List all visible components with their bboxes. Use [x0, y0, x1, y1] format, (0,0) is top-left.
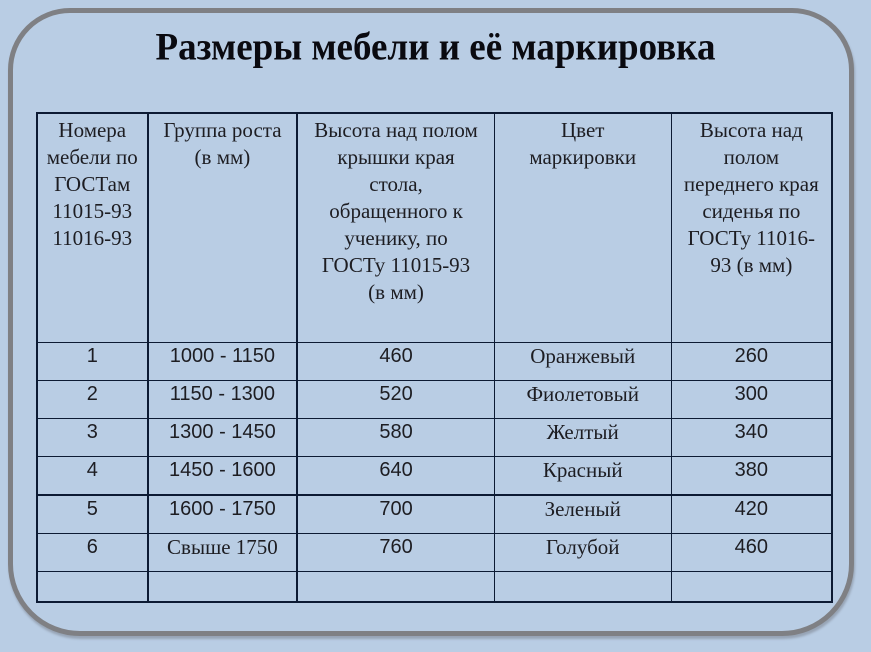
header-marking-color: [494, 113, 671, 343]
header-line: ГОСТу 11015-93: [321, 253, 471, 277]
table-row-empty: [37, 572, 832, 603]
header-line: 11015-93: [52, 199, 133, 223]
cell-seat-height: 460: [671, 534, 832, 572]
cell-desk-height: 640: [297, 457, 494, 496]
cell-desk-height: 580: [297, 419, 494, 457]
cell-desk-height: 460: [297, 343, 494, 381]
cell-height-group: 1600 - 1750: [148, 495, 298, 534]
cell-desk-height: 700: [297, 495, 494, 534]
header-line: Высота над: [699, 118, 803, 142]
header-line: Номера: [58, 118, 127, 142]
cell-number: [37, 572, 148, 603]
header-row: [37, 113, 832, 343]
cell-marking-color: Желтый: [494, 419, 671, 457]
cell-marking-color: Красный: [494, 457, 671, 496]
header-line: 11016-93: [52, 226, 133, 250]
header-line: стола,: [369, 172, 423, 196]
header-seat-height: [671, 113, 832, 343]
cell-height-group: [148, 572, 298, 603]
header-line: мебели по: [46, 145, 138, 169]
cell-number: 6: [37, 534, 148, 572]
cell-height-group: 1000 - 1150: [148, 343, 298, 381]
cell-height-group: 1300 - 1450: [148, 419, 298, 457]
cell-marking-color: Зеленый: [494, 495, 671, 534]
cell-seat-height: 260: [671, 343, 832, 381]
cell-seat-height: 300: [671, 381, 832, 419]
furniture-marking-table: [36, 112, 833, 603]
table-row: [37, 343, 832, 381]
table-row: [37, 419, 832, 457]
cell-number: 2: [37, 381, 148, 419]
header-furniture-number: [37, 113, 148, 343]
cell-desk-height: 520: [297, 381, 494, 419]
table-row: [37, 457, 832, 496]
cell-seat-height: [671, 572, 832, 603]
page-title: Размеры мебели и её маркировка: [155, 25, 716, 70]
cell-marking-color: [494, 572, 671, 603]
header-line: обращенного к: [329, 199, 463, 223]
cell-height-group: 1450 - 1600: [148, 457, 298, 496]
cell-marking-color: Фиолетовый: [494, 381, 671, 419]
cell-seat-height: 420: [671, 495, 832, 534]
cell-seat-height: 340: [671, 419, 832, 457]
cell-height-group: 1150 - 1300: [148, 381, 298, 419]
header-line: (в мм): [368, 280, 424, 304]
cell-marking-color: Голубой: [494, 534, 671, 572]
header-line: (в мм): [194, 145, 251, 169]
table-row: [37, 495, 832, 534]
cell-number: 3: [37, 419, 148, 457]
cell-seat-height: 380: [671, 457, 832, 496]
header-desk-height: [297, 113, 494, 343]
cell-number: 4: [37, 457, 148, 496]
header-height-group: [148, 113, 298, 343]
cell-number: 1: [37, 343, 148, 381]
header-line: 93 (в мм): [710, 253, 793, 277]
header-line: переднего края: [683, 172, 819, 196]
cell-desk-height: [297, 572, 494, 603]
header-line: Группа роста: [163, 118, 282, 142]
header-line: ученику, по: [344, 226, 448, 250]
header-line: полом: [723, 145, 779, 169]
header-line: Цвет: [560, 118, 605, 142]
header-line: Высота над полом: [314, 118, 478, 142]
cell-desk-height: 760: [297, 534, 494, 572]
table-row: [37, 381, 832, 419]
header-line: ГОСТам: [54, 172, 131, 196]
table-row: [37, 534, 832, 572]
cell-number: 5: [37, 495, 148, 534]
cell-height-group: Свыше 1750: [148, 534, 298, 572]
header-line: крышки края: [337, 145, 455, 169]
cell-marking-color: Оранжевый: [494, 343, 671, 381]
header-line: ГОСТу 11016-: [687, 226, 815, 250]
header-line: сиденья по: [702, 199, 801, 223]
header-line: маркировки: [529, 145, 637, 169]
